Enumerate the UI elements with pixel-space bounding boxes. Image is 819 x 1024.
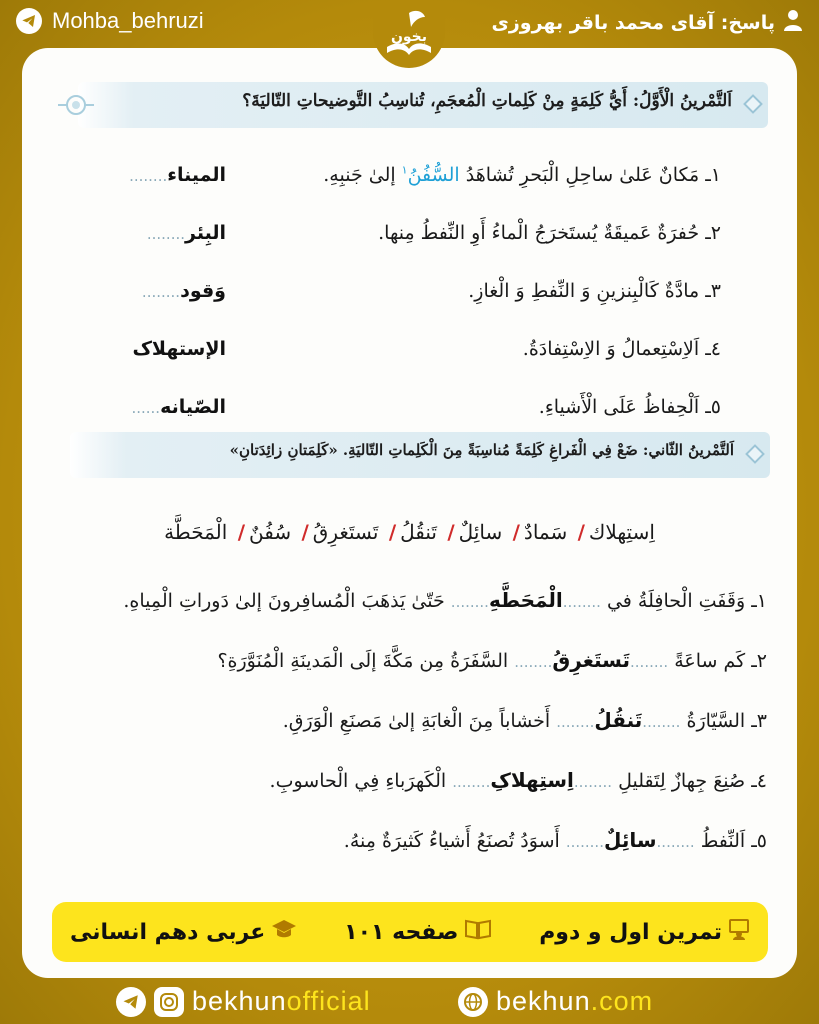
exercise2-banner	[70, 432, 770, 478]
answer-author: پاسخ: آقای محمد باقر بهروزی	[491, 11, 775, 34]
page-label: صفحه ١٠١	[344, 918, 492, 946]
website-text: bekhun.com	[496, 986, 654, 1016]
floral-ornament-icon	[56, 88, 96, 122]
ex1-answer-2[interactable]: البِئر........	[146, 222, 226, 244]
exercise1-title: اَلتَّمْرينُ الْأَوَّلُ: أَيُّ كَلِمَةٍ مِنْ كَلِماتِ الْمُعجَمِ، تُناسِبُ التَّوضيحاتِ التّاليَةَ؟	[242, 91, 732, 111]
ex1-answer-1[interactable]: المیناء........	[129, 164, 226, 186]
telegram-icon	[16, 8, 42, 34]
word-bank-item: سَمادٌ	[523, 520, 568, 544]
ex2-sentence-1: ١ـ وَقَفَتِ الْحافِلَةُ في ........الْمَحَطَّهِ........ حَتّىٰ يَذهَبَ الْمُسافِرونَ إلىٰ دَوراتِ الْمِياهِ.	[123, 588, 767, 612]
open-book-icon	[464, 918, 492, 946]
word-bank-item: سُفُنٌ	[249, 520, 292, 544]
svg-text:بخون: بخون	[390, 29, 428, 45]
user-icon	[783, 9, 803, 36]
ex1-question-1: ١ـ مَكانٌ عَلىٰ ساحِلِ الْبَحرِ تُشاهَدُ السُّفُنُ$^١$ إلىٰ جَنبِهِ.	[323, 164, 721, 187]
social-handle[interactable]	[116, 986, 371, 1017]
ex2-sentence-3: ٣ـ السَّيّارَةُ ........تَنقُلُ........ أَخشاباً مِنَ الْغابَةِ إلىٰ مَصنَعِ الْوَرَقِ.	[282, 708, 767, 732]
ex1-question-2: ٢ـ حُفرَةٌ عَميقَةٌ يُستَخرَجُ الْماءُ أَوِ النِّفطُ مِنها.	[378, 222, 721, 244]
grade-label: عربی دهم انسانی	[70, 918, 297, 946]
social-text: bekhunofficial	[192, 986, 371, 1016]
diamond-ornament-icon	[745, 444, 765, 464]
word-bank-item: تَستَغرِقُ	[312, 520, 379, 544]
ex1-question-4: ٤ـ اَلاِسْتِعمالُ وَ الاِسْتِفادَةُ.	[522, 338, 721, 360]
ex2-answer-5[interactable]: سائِلٌ	[603, 828, 657, 852]
ex2-sentence-4: ٤ـ صُنِعَ جِهازٌ لِتَقليلِ ........اِستِهلاکِ........ الْكَهرَباءِ فِي الْحاسوبِ.	[269, 768, 767, 792]
word-bank-item: الْمَحَطَّة	[164, 520, 228, 544]
worksheet-card	[22, 48, 797, 978]
ex1-answer-4[interactable]: الإستهلاک	[132, 338, 226, 360]
ex2-answer-3[interactable]: تَنقُلُ	[594, 708, 643, 732]
ex2-sentence-2: ٢ـ كَم ساعَةً ........تَستَغرِقُ........ السَّفَرَةُ مِن مَكَّةَ إلَى الْمَدينَةِ الْمُنَوَّرَةِ؟	[217, 648, 767, 672]
ex2-answer-1[interactable]: الْمَحَطَّهِ	[488, 588, 563, 612]
diamond-ornament-icon	[743, 94, 763, 114]
bottom-bar	[0, 982, 819, 1024]
channel-name: Mohba_behruzi	[52, 8, 204, 33]
channel-handle[interactable]	[16, 8, 204, 34]
ex1-answer-5[interactable]: الصّیانه......	[131, 396, 226, 418]
ex1-answer-3[interactable]: وَقود........	[141, 280, 226, 302]
book-feather-icon	[379, 7, 439, 63]
lesson-label: تمرین اول و دوم	[539, 918, 750, 946]
telegram-icon	[116, 987, 146, 1017]
bekhun-logo	[373, 2, 445, 68]
instagram-icon	[154, 987, 184, 1017]
ex2-answer-2[interactable]: تَستَغرِقُ	[552, 648, 631, 672]
ex1-question-3: ٣ـ مادَّةٌ كَالْبِنزينِ وَ النِّفطِ وَ الْغازِ.	[468, 280, 721, 302]
lesson-info-bar	[52, 902, 768, 962]
exercise1-banner	[78, 82, 768, 128]
graduation-cap-icon	[271, 918, 297, 946]
globe-icon	[458, 987, 488, 1017]
ex2-answer-4[interactable]: اِستِهلاکِ	[490, 768, 574, 792]
word-bank-item: تَنقُلُ	[400, 520, 437, 544]
answer-credit	[491, 9, 803, 36]
ex1-question-5: ٥ـ اَلْحِفاظُ عَلَى الْأَشياءِ.	[538, 396, 721, 418]
teacher-icon	[728, 918, 750, 946]
word-bank-item: اِستِهلاك	[588, 520, 655, 544]
word-bank-item: سائِلٌ	[458, 520, 503, 544]
word-bank: اِستِهلاك/ سَمادٌ/ سائِلٌ/ تَنقُلُ/ تَستَغرِقُ/ سُفُنٌ/ الْمَحَطَّة	[164, 520, 655, 544]
ex2-sentence-5: ٥ـ اَلنِّفطُ ........سائِلٌ........ أَسوَدُ تُصنَعُ أَشياءُ كَثيرَةٌ مِنهُ.	[343, 828, 767, 852]
website-link[interactable]	[458, 986, 653, 1017]
exercise2-title: اَلتَّمْرينُ الثّاني: ضَعْ فِي الْفَراغِ كَلِمَةً مُناسِبَةً مِنَ الْكَلِماتِ التّاليَةِ. «كَلِمَتانِ زائِدَتانِ»	[229, 441, 734, 459]
